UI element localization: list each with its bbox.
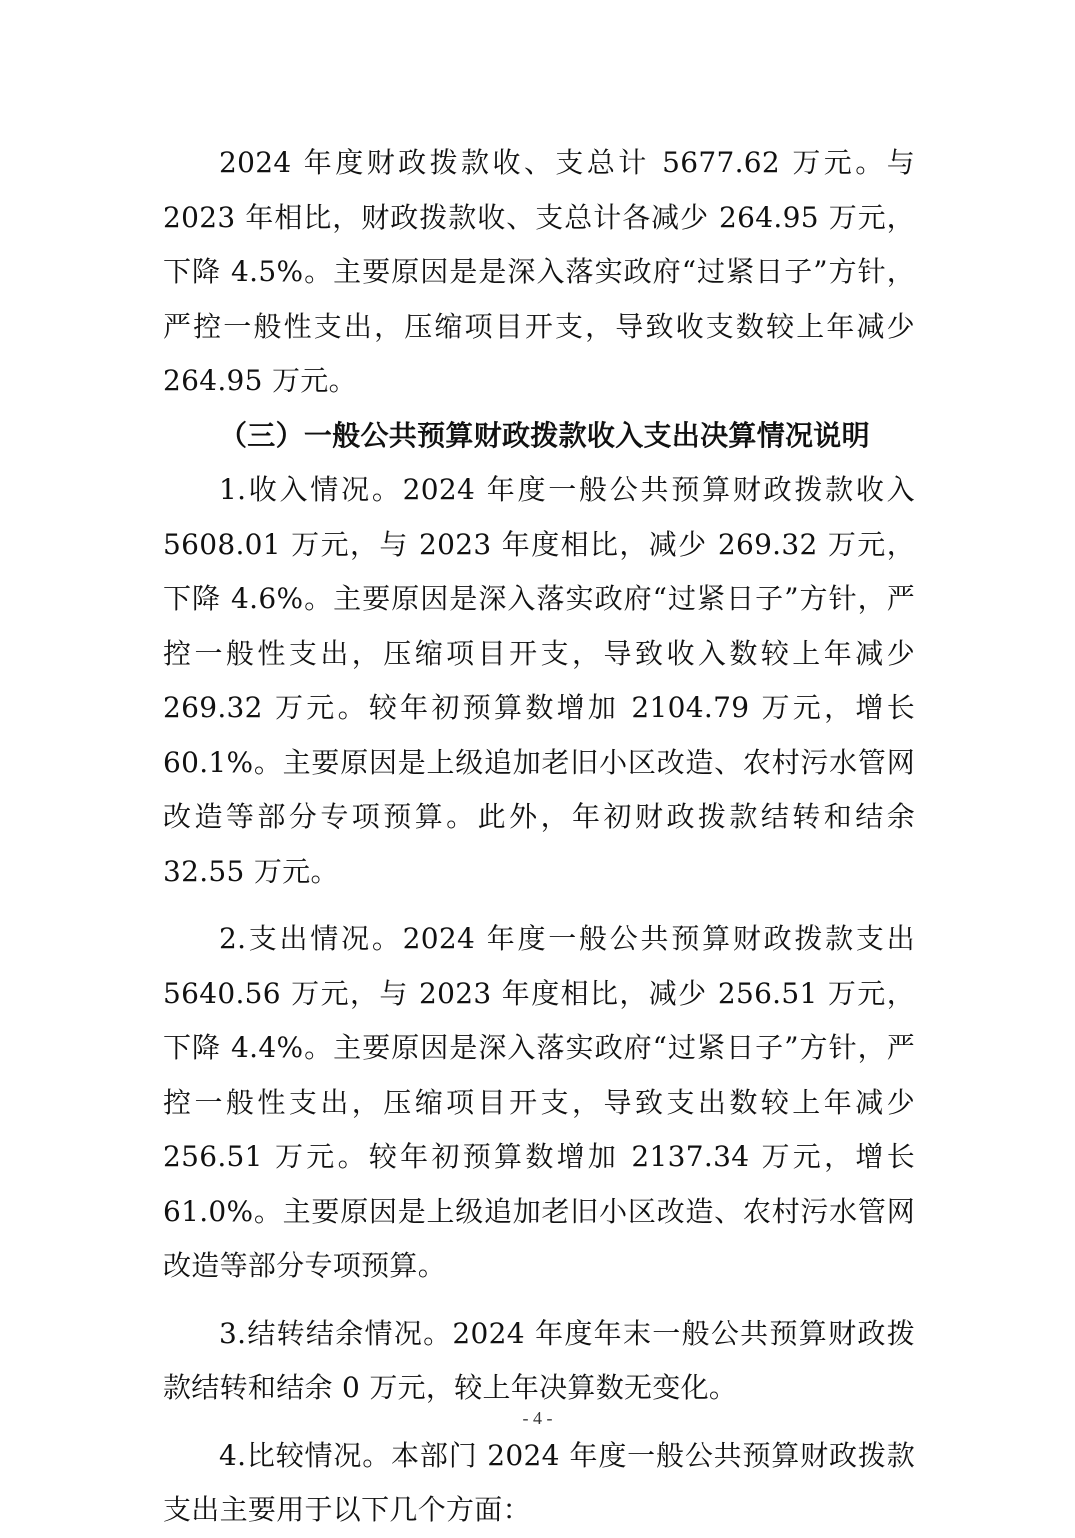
paragraph-carryover: 3.结转结余情况。2024 年度年末一般公共预算财政拨款结转和结余 0 万元，较上年决算数无变化。 xyxy=(163,1316,915,1404)
page-number: - 4 - xyxy=(522,1408,553,1428)
paragraph-expenditure: 2.支出情况。2024 年度一般公共预算财政拨款支出 5640.56 万元，与 2023 年度相比，减少 256.51 万元，下降 4.4%。主要原因是深入落实政府“过紧日子”方针，严控一般性支出，压缩项目开支，导致支出数较上年减少 256.51 万元。较年初预算数增加 2137.34 万元，增长 61.0%。主要原因是上级追加老旧小区改造、农村污水管网改造等部分专项预算。 xyxy=(163,922,915,1282)
paragraph-comparison: 4.比较情况。本部门 2024 年度一般公共预算财政拨款支出主要用于以下几个方面： xyxy=(163,1438,915,1526)
paragraph-income: 1.收入情况。2024 年度一般公共预算财政拨款收入 5608.01 万元，与 2023 年度相比，减少 269.32 万元，下降 4.6%。主要原因是深入落实政府“过紧日子”方针，严控一般性支出，压缩项目开支，导致收入数较上年减少 269.32 万元。较年初预算数增加 2104.79 万元，增长 60.1%。主要原因是上级追加老旧小区改造、农村污水管网改造等部分专项预算。此外，年初财政拨款结转和结余 32.55 万元。 xyxy=(163,473,915,888)
section-heading: （三）一般公共预算财政拨款收入支出决算情况说明 xyxy=(219,418,870,452)
paragraph-total-funding: 2024 年度财政拨款收、支总计 5677.62 万元。与 2023 年相比，财政拨款收、支总计各减少 264.95 万元，下降 4.5%。主要原因是是深入落实政府“过紧日子”方针，严控一般性支出，压缩项目开支，导致收支数较上年减少 264.95 万元。 xyxy=(163,146,915,397)
document-body xyxy=(163,136,915,1538)
